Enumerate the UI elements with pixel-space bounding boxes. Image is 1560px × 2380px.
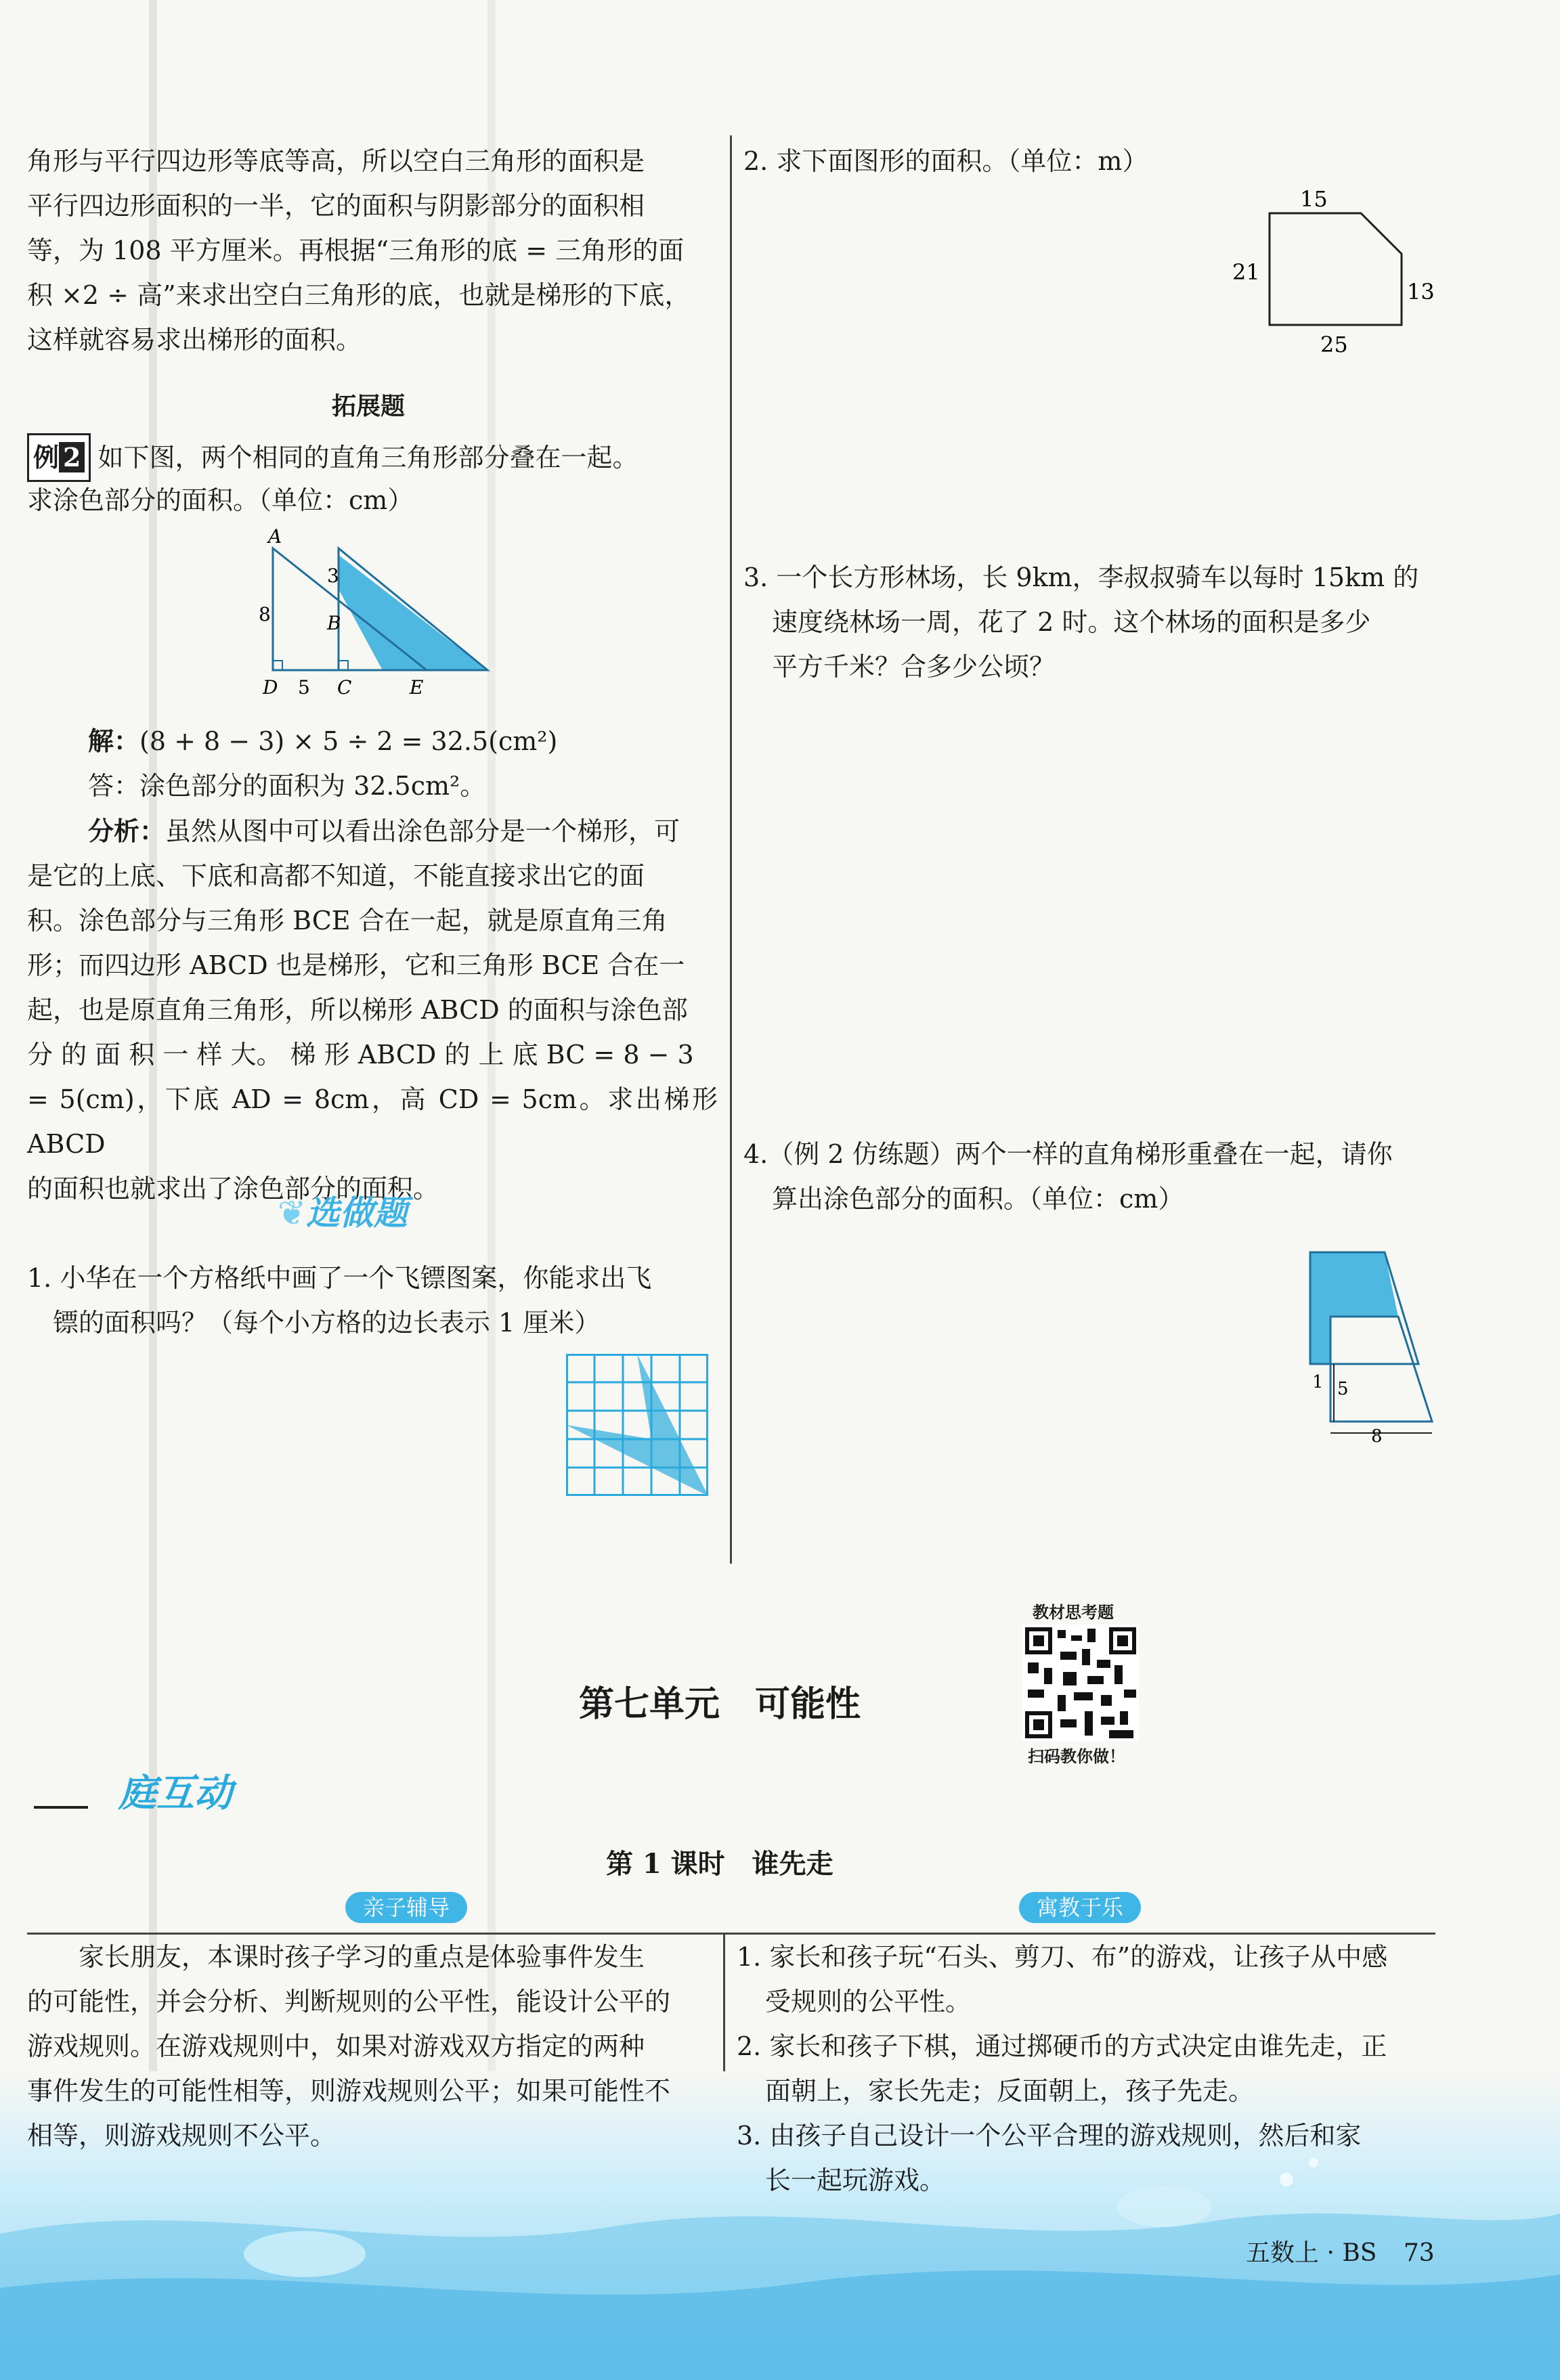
parent-tag: 亲子辅导 <box>345 1892 467 1923</box>
answer: 答：涂色部分的面积为 32.5cm²。 <box>88 771 486 801</box>
family-header-rule <box>34 1806 88 1809</box>
label-21: 21 <box>1232 259 1260 285</box>
analysis-line: = 5(cm)，下底 AD = 8cm，高 CD = 5cm。求出梯形 ABCD <box>27 1084 718 1159</box>
example-2-prompt: 例 2 如下图，两个相同的直角三角形部分叠在一起。 <box>27 433 724 482</box>
label-8: 8 <box>259 603 271 625</box>
q3-line: 速度绕林场一周，花了 2 时。这个林场的面积是多少 <box>772 607 1371 637</box>
analysis-line: 起，也是原直角三角形，所以梯形 ABCD 的面积与涂色部 <box>27 995 688 1025</box>
analysis-paragraph <box>27 809 718 1211</box>
label-3: 3 <box>327 565 339 587</box>
page-footer <box>1246 2234 1435 2268</box>
optional-title: ❦选做题 <box>278 1193 408 1233</box>
label-a: A <box>268 528 282 548</box>
parent-line: 相等，则游戏规则不公平。 <box>27 2121 337 2151</box>
example-tag: 例 2 <box>27 433 91 482</box>
label-13: 13 <box>1407 279 1435 305</box>
q2-prompt: 2. 求下面图形的面积。（单位：m） <box>743 146 1148 176</box>
q1-line1: 1. 小华在一个方格纸中画了一个飞镖图案，你能求出飞 <box>27 1263 652 1293</box>
qr-code[interactable] <box>1022 1625 1139 1741</box>
trapezoid-2 <box>1330 1317 1432 1422</box>
fun-item: 1. 家长和孩子玩“石头、剪刀、布”的游戏，让孩子从中感 <box>737 1942 1388 1972</box>
intro-line: 这样就容易求出梯形的面积。 <box>27 325 362 355</box>
label-e: E <box>410 676 424 699</box>
qr-top-text: 教材思考题 <box>1033 1603 1114 1622</box>
q2-figure <box>1232 183 1449 359</box>
fun-item-cont: 受规则的公平性。 <box>765 1987 972 2017</box>
intro-paragraph <box>27 139 718 362</box>
q4-line2: 算出涂色部分的面积。（单位：cm） <box>772 1184 1184 1214</box>
lesson-title: 第 1 课时 谁先走 <box>606 1848 833 1880</box>
q4-line1: 4.（例 2 仿练题）两个一样的直角梯形重叠在一起，请你 <box>743 1139 1393 1169</box>
analysis-line: 的面积也就求出了涂色部分的面积。 <box>27 1174 439 1204</box>
analysis-line: 虽然从图中可以看出涂色部分是一个梯形，可 <box>165 816 680 846</box>
pentagon-shape <box>1270 213 1402 325</box>
parent-tag-wrap <box>345 1892 467 1923</box>
extension-title: 拓展题 <box>332 393 406 420</box>
label-c: C <box>337 676 352 699</box>
droplet-icon: ❦ <box>278 1193 306 1233</box>
intro-line: 平行四边形面积的一半，它的面积与阴影部分的面积相 <box>27 191 645 221</box>
label-5: 5 <box>298 676 310 699</box>
intro-line: 角形与平行四边形等底等高，所以空白三角形的面积是 <box>27 146 645 176</box>
dart-grid-figure <box>566 1354 708 1496</box>
label-25: 25 <box>1320 332 1348 357</box>
parent-line: 游戏规则。在游戏规则中，如果对游戏双方指定的两种 <box>27 2031 645 2061</box>
example-2-figure <box>251 528 501 704</box>
qr-bottom-text: 扫码教你做！ <box>1028 1747 1125 1766</box>
parent-line: 家长朋友，本课时孩子学习的重点是体验事件发生 <box>79 1942 645 1972</box>
solution: 解：(8 + 8 − 3) × 5 ÷ 2 = 32.5(cm²) <box>88 726 558 756</box>
parent-line: 的可能性，并会分析、判断规则的公平性，能设计公平的 <box>27 1987 671 2017</box>
intro-line: 积 ×2 ÷ 高”来求出空白三角形的底，也就是梯形的下底， <box>27 280 691 310</box>
fun-tag: 寓教于乐 <box>1019 1892 1141 1923</box>
label-5: 5 <box>1337 1379 1349 1399</box>
unit-title: 第七单元 可能性 <box>579 1684 861 1725</box>
analysis-line: 是它的上底、下底和高都不知道，不能直接求出它的面 <box>27 861 645 891</box>
q1-line2: 镖的面积吗？（每个小方格的边长表示 1 厘米） <box>53 1308 601 1338</box>
column-divider <box>730 135 732 1564</box>
fun-item: 3. 由孩子自己设计一个公平合理的游戏规则，然后和家 <box>737 2121 1362 2151</box>
label-8: 8 <box>1371 1426 1383 1445</box>
analysis-line: 积。涂色部分与三角形 BCE 合在一起，就是原直角三角 <box>27 906 668 935</box>
analysis-label: 分析： <box>88 816 166 846</box>
parent-line: 事件发生的可能性相等，则游戏规则公平；如果可能性不 <box>27 2076 671 2106</box>
analysis-line: 分 的 面 积 一 样 大。 梯 形 ABCD 的 上 底 BC = 8 − 3 <box>27 1040 694 1070</box>
fun-item: 2. 家长和孩子下棋，通过掷硬币的方式决定由谁先走，正 <box>737 2031 1387 2061</box>
label-b: B <box>327 612 341 634</box>
fun-list <box>737 1935 1454 2203</box>
fun-item-cont: 长一起玩游戏。 <box>765 2165 946 2195</box>
label-1: 1 <box>1312 1372 1324 1392</box>
fun-tag-wrap <box>1019 1892 1141 1923</box>
footer-page: 73 <box>1403 2239 1435 2267</box>
q3-prompt <box>743 555 1502 689</box>
example-2-prompt-line2: 求涂色部分的面积。（单位：cm） <box>27 485 414 515</box>
family-header: 庭互动 <box>118 1771 232 1815</box>
parent-paragraph <box>27 1935 711 2158</box>
intro-line: 等，为 108 平方厘米。再根据“三角形的底 = 三角形的面 <box>27 236 685 265</box>
analysis-line: 形；而四边形 ABCD 也是梯形，它和三角形 BCE 合在一 <box>27 950 685 980</box>
q3-line: 平方千米？合多少公顷？ <box>772 652 1056 682</box>
fun-item-cont: 面朝上，家长先走；反面朝上，孩子先走。 <box>765 2076 1255 2106</box>
q4-figure <box>1300 1249 1435 1445</box>
q3-line: 3. 一个长方形林场，长 9km，李叔叔骑车以每时 15km 的 <box>743 563 1419 592</box>
footer-book: 五数上 · BS <box>1246 2239 1377 2267</box>
label-d: D <box>263 676 278 699</box>
dart-shape <box>566 1354 708 1496</box>
shaded-l-region <box>1310 1252 1398 1364</box>
right-angle-d <box>273 661 282 670</box>
label-15: 15 <box>1300 186 1328 212</box>
